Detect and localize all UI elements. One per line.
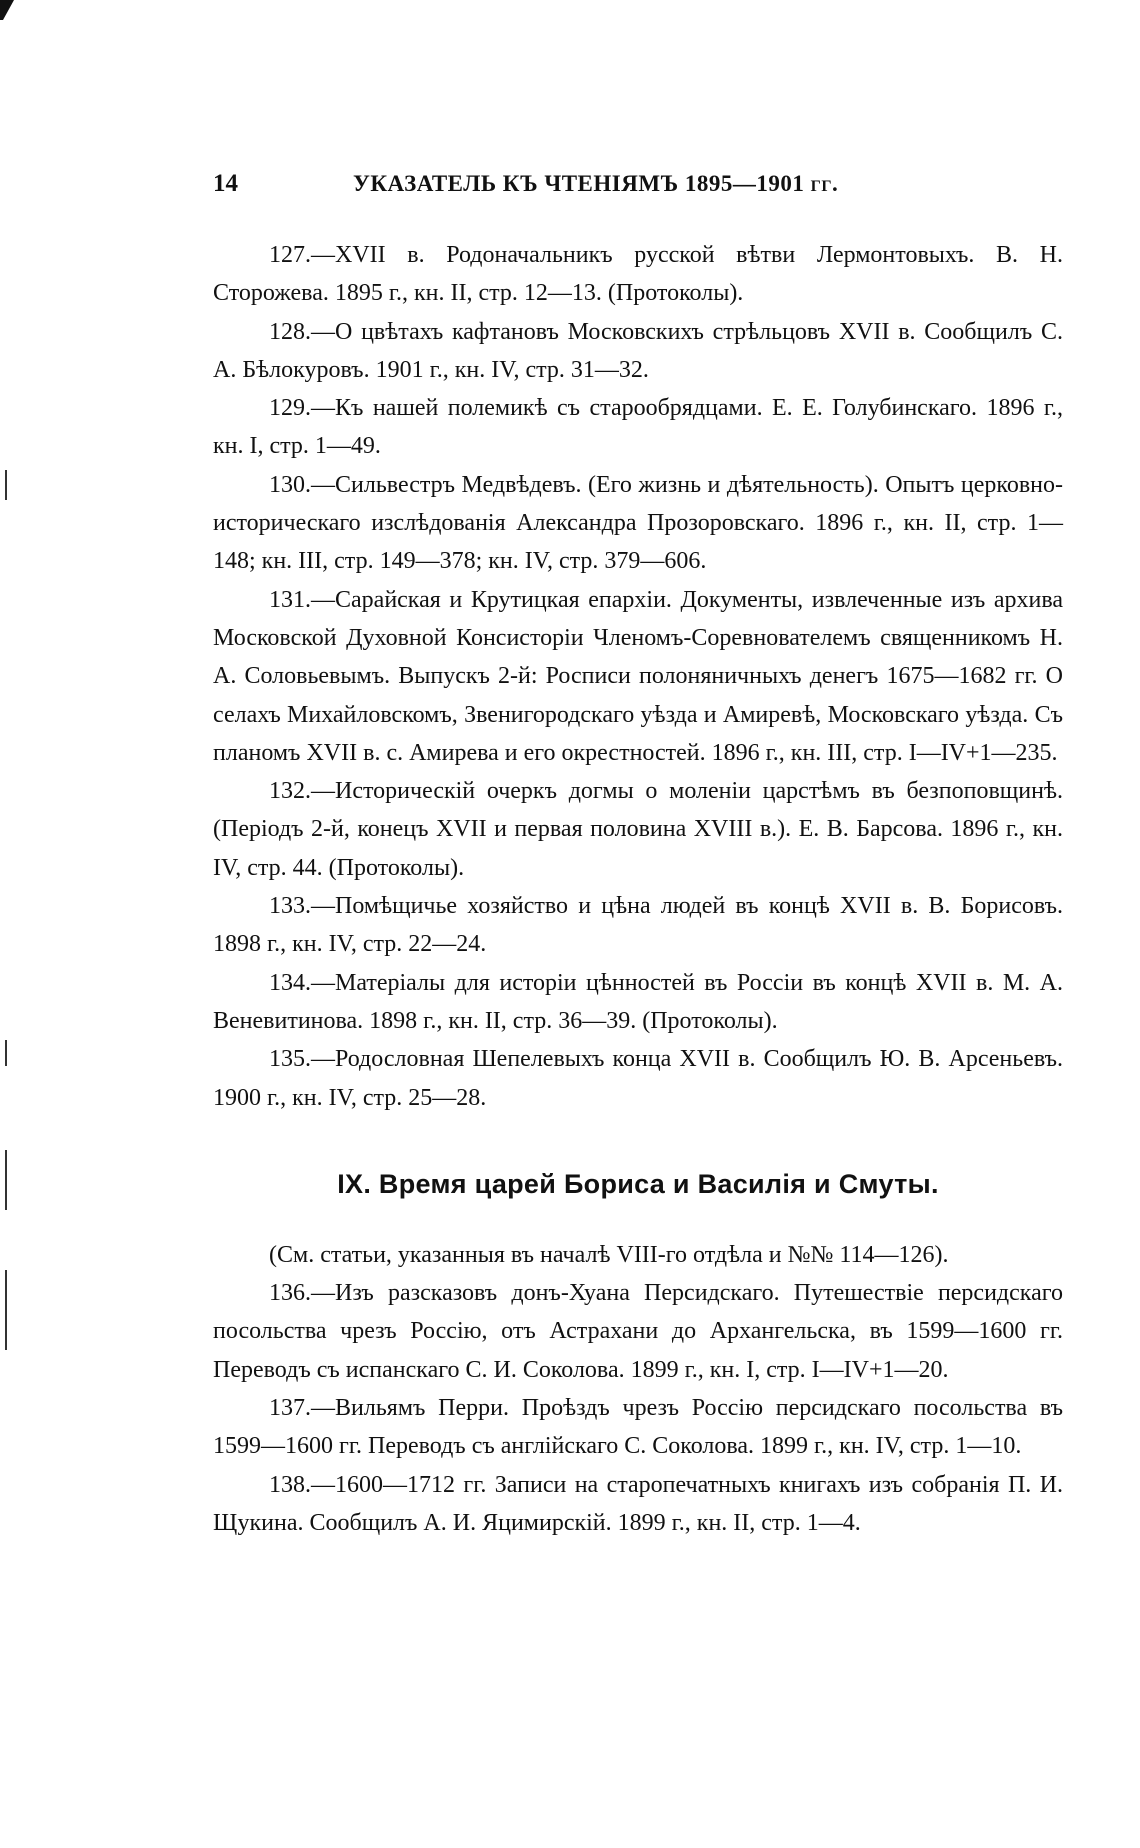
entry-131: 131.—Сарайская и Крутицкая епархіи. Документы, извлеченные изъ архива Московской Духовной Консисторіи Членомъ-Соревнователемъ священникомъ Н. А. Соловьевымъ. Выпускъ 2-й: Росписи полоняничныхъ денегъ 1675—1682 гг. О селахъ Михайловскомъ, Звенигородскаго уѣзда и Амиревѣ, Московскаго уѣзда. Съ планомъ XVII в. с. Амирева и его окрестностей. 1896 г., кн. III, стр. I—IV+1—235. bbox=[213, 586, 1063, 766]
entry-129: 129.—Къ нашей полемикѣ съ старообрядцами. Е. Е. Голубинскаго. 1896 г., кн. I, стр. 1—49. bbox=[213, 395, 1063, 460]
entry-136: 136.—Изъ разсказовъ донъ-Хуана Персидскаго. Путешествіе персидскаго посольства чрезъ Россію, отъ Астрахани до Архангельска, въ 1599—1600 гг. Переводъ съ испанскаго С. И. Соколова. 1899 г., кн. I, стр. I—IV+1—20. bbox=[213, 1280, 1063, 1383]
page-number: 14 bbox=[213, 170, 238, 197]
corner-scan-mark bbox=[0, 0, 14, 20]
margin-scan-specks bbox=[4, 470, 8, 1350]
entry-130: 130.—Сильвестръ Медвѣдевъ. (Его жизнь и дѣятельность). Опытъ церковно-историческаго изслѣдованія Александра Прозоровскаго. 1896 г., кн. II, стр. 1—148; кн. III, стр. 149—378; кн. IV, стр. 379—606. bbox=[213, 471, 1063, 575]
entry-137: 137.—Вильямъ Перри. Проѣздъ чрезъ Россію персидскаго посольства въ 1599—1600 гг. Переводъ съ англійскаго С. Соколова. 1899 г., кн. IV, стр. 1—10. bbox=[213, 1395, 1063, 1460]
entry-128: 128.—О цвѣтахъ кафтановъ Московскихъ стрѣльцовъ XVII в. Сообщилъ С. А. Бѣлокуровъ. 1901 г., кн. IV, стр. 31—32. bbox=[213, 318, 1063, 383]
entry-138: 138.—1600—1712 гг. Записи на старопечатныхъ книгахъ изъ собранія П. И. Щукина. Сообщилъ А. И. Яцимирскій. 1899 г., кн. II, стр. 1—4. bbox=[213, 1471, 1063, 1536]
book-page bbox=[213, 170, 1063, 1542]
entry-134: 134.—Матеріалы для исторіи цѣнностей въ Россіи въ концѣ XVII в. М. А. Веневитинова. 1898 г., кн. II, стр. 36—39. (Протоколы). bbox=[213, 969, 1063, 1034]
entries-list bbox=[213, 236, 1063, 1117]
running-title: УКАЗАТЕЛЬ КЪ ЧТЕНІЯМЪ 1895—1901 гг. bbox=[353, 171, 839, 196]
entry-133: 133.—Помѣщичье хозяйство и цѣна людей въ концѣ XVII в. В. Борисовъ. 1898 г., кн. IV, стр. 22—24. bbox=[213, 893, 1063, 958]
entry-132: 132.—Историческій очеркъ догмы о моленіи царстѣмъ въ безпоповщинѣ. (Періодъ 2-й, конецъ XVII и первая половина XVIII в.). Е. В. Барсова. 1896 г., кн. IV, стр. 44. (Протоколы). bbox=[213, 778, 1063, 881]
section-heading: IX. Время царей Бориса и Василія и Смуты. bbox=[337, 1168, 939, 1199]
entry-135: 135.—Родословная Шепелевыхъ конца XVII в. Сообщилъ Ю. В. Арсеньевъ. 1900 г., кн. IV, стр. 25—28. bbox=[213, 1046, 1063, 1111]
section-body bbox=[213, 1236, 1063, 1542]
running-header bbox=[213, 170, 1063, 210]
entry-127: 127.—XVII в. Родоначальникъ русской вѣтви Лермонтовыхъ. В. Н. Сторожева. 1895 г., кн. II, стр. 12—13. (Протоколы). bbox=[213, 242, 1063, 307]
section-note: (См. статьи, указанныя въ началѣ VIII-го отдѣла и №№ 114—126). bbox=[269, 1241, 949, 1268]
